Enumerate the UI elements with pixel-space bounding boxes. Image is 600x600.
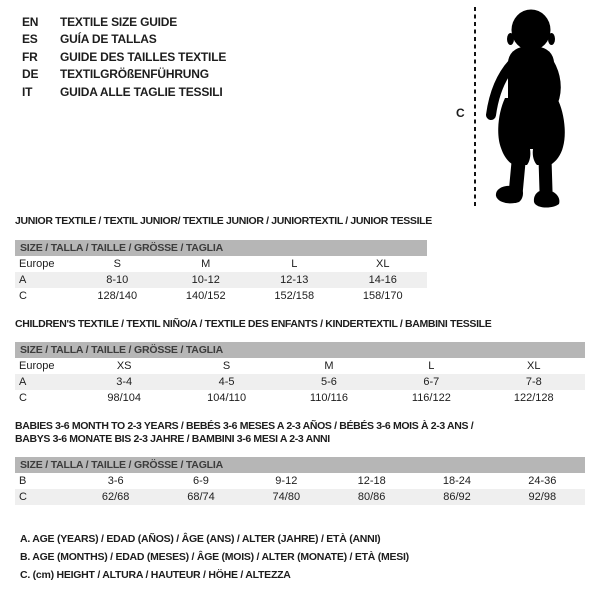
table-cell: 3-4 <box>116 376 133 388</box>
footnotes <box>20 530 409 584</box>
babies-title-line2: BABYS 3-6 MONATE BIS 2-3 JAHRE / BAMBINI 3-6 MESI A 2-3 ANNI <box>15 433 330 445</box>
table-cell: L <box>291 258 298 270</box>
row-label: Europe <box>19 360 55 372</box>
table-cell: 10-12 <box>191 274 220 286</box>
table-cell: L <box>428 360 435 372</box>
language-row <box>22 83 226 101</box>
table-cell: 62/68 <box>101 491 130 503</box>
size-header-label: SIZE / TALLA / TAILLE / GRÖSSE / TAGLIA <box>15 240 427 256</box>
table-row <box>15 489 585 505</box>
row-label: A <box>19 376 27 388</box>
size-header-label: SIZE / TALLA / TAILLE / GRÖSSE / TAGLIA <box>15 457 585 473</box>
table-cell: 158/170 <box>362 290 403 302</box>
table-cell: 24-36 <box>528 475 557 487</box>
table-row <box>15 256 427 272</box>
babies-title-line1: BABIES 3-6 MONTH TO 2-3 YEARS / BEBÉS 3-6 MESES A 2-3 AÑOS / BÉBÉS 3-6 MOIS À 2-3 ANS / <box>15 420 474 432</box>
row-label: C <box>19 491 27 503</box>
language-title: GUIDE DES TAILLES TEXTILE <box>60 49 227 64</box>
table-cell: 98/104 <box>107 392 142 404</box>
table-cell: 140/152 <box>185 290 226 302</box>
table-cell: 128/140 <box>97 290 138 302</box>
table-cell: M <box>201 258 211 270</box>
table-row <box>15 288 427 304</box>
table-cell: 92/98 <box>528 491 557 503</box>
row-label: B <box>19 475 27 487</box>
table-cell: S <box>113 258 121 270</box>
row-label: Europe <box>19 258 55 270</box>
table-row <box>15 374 585 390</box>
language-code: ES <box>22 32 38 47</box>
children-table-title: CHILDREN'S TEXTILE / TEXTIL NIÑO/A / TEXTILE DES ENFANTS / KINDERTEXTIL / BAMBINI TESSILE <box>15 318 492 330</box>
junior-table-title: JUNIOR TEXTILE / TEXTIL JUNIOR/ TEXTILE JUNIOR / JUNIORTEXTIL / JUNIOR TESSILE <box>15 215 432 227</box>
table-cell: XL <box>527 360 541 372</box>
language-code: FR <box>22 49 38 64</box>
table-cell: 9-12 <box>275 475 298 487</box>
size-header-row <box>15 240 427 256</box>
babies-table-title <box>15 420 473 446</box>
table-row <box>15 390 585 406</box>
table-cell: 7-8 <box>525 376 542 388</box>
children-size-table <box>15 342 585 406</box>
table-cell: 12-13 <box>280 274 309 286</box>
size-header-row <box>15 342 585 358</box>
language-title: TEXTILE SIZE GUIDE <box>60 14 178 29</box>
row-label: A <box>19 274 27 286</box>
table-cell: 74/80 <box>272 491 301 503</box>
table-cell: 8-10 <box>106 274 129 286</box>
language-title: GUÍA DE TALLAS <box>60 32 157 47</box>
language-code: IT <box>22 84 33 99</box>
table-cell: 14-16 <box>368 274 397 286</box>
table-row <box>15 272 427 288</box>
table-cell: 122/128 <box>513 392 554 404</box>
table-cell: 3-6 <box>107 475 124 487</box>
language-row <box>22 48 226 66</box>
table-cell: 12-18 <box>357 475 386 487</box>
table-cell: XL <box>376 258 390 270</box>
height-measure-label: C <box>456 106 465 120</box>
table-cell: 18-24 <box>442 475 472 487</box>
table-cell: 110/116 <box>309 392 349 404</box>
junior-size-table <box>15 240 427 304</box>
footnote-age-years: A. AGE (YEARS) / EDAD (AÑOS) / ÂGE (ANS) / ALTER (JAHRE) / ETÀ (ANNI) <box>20 533 381 545</box>
table-cell: 6-7 <box>423 376 440 388</box>
language-row <box>22 31 226 49</box>
size-header-label: SIZE / TALLA / TAILLE / GRÖSSE / TAGLIA <box>15 342 585 358</box>
size-header-row <box>15 457 585 473</box>
row-label: C <box>19 290 27 302</box>
language-row <box>22 66 226 84</box>
language-title: GUIDA ALLE TAGLIE TESSILI <box>60 84 223 99</box>
language-code: DE <box>22 67 39 82</box>
table-cell: 6-9 <box>193 475 209 487</box>
toddler-silhouette-icon <box>483 5 595 213</box>
language-guide <box>22 13 226 101</box>
table-cell: 68/74 <box>187 491 215 503</box>
babies-size-table <box>15 457 585 505</box>
footnote-height: C. (cm) HEIGHT / ALTURA / HAUTEUR / HÖHE / ALTEZZA <box>20 569 291 581</box>
row-label: C <box>19 392 27 404</box>
table-cell: 4-5 <box>218 376 235 388</box>
language-title: TEXTILGRÖßENFÜHRUNG <box>60 67 209 82</box>
table-row <box>15 473 585 489</box>
table-cell: M <box>324 360 334 372</box>
language-row <box>22 13 226 31</box>
height-measure-line <box>474 7 476 207</box>
table-cell: 152/158 <box>274 290 315 302</box>
table-cell: 116/122 <box>411 392 451 404</box>
table-cell: 86/92 <box>443 491 471 503</box>
table-cell: S <box>222 360 231 372</box>
table-row <box>15 358 585 374</box>
table-cell: 5-6 <box>321 376 337 388</box>
table-cell: XS <box>116 360 132 372</box>
language-code: EN <box>22 14 39 29</box>
table-cell: 104/110 <box>207 392 247 404</box>
footnote-age-months: B. AGE (MONTHS) / EDAD (MESES) / ÂGE (MOIS) / ALTER (MONATE) / ETÀ (MESI) <box>20 551 409 563</box>
table-cell: 80/86 <box>357 491 386 503</box>
